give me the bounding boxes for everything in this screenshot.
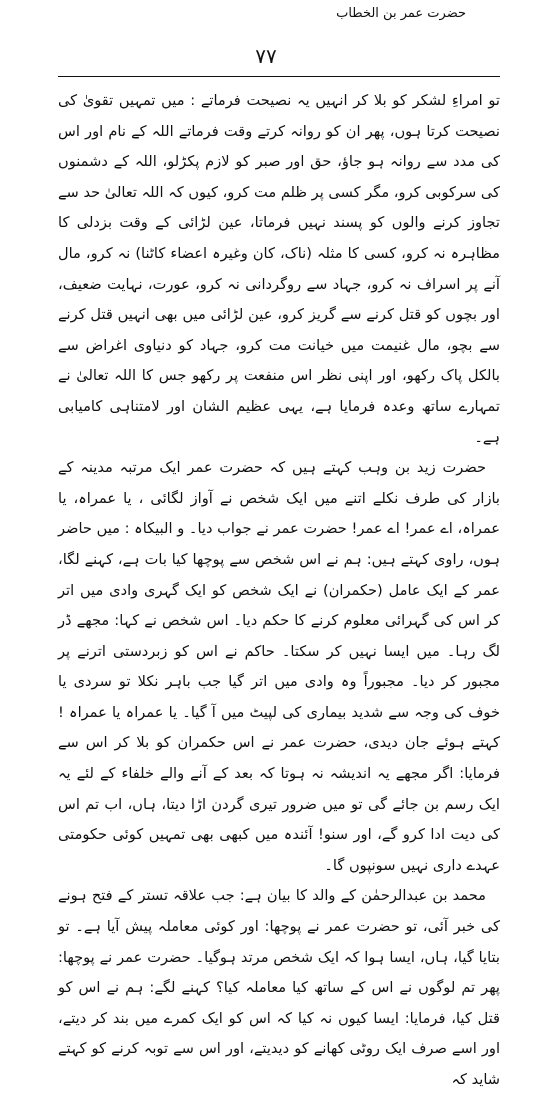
running-head-title: حضرت عمر بن الخطاب <box>336 6 466 21</box>
paragraph-counsel-to-commanders: تو امراءِ لشکر کو بلا کر انہیں یہ نصیحت فرماتے : میں تمہیں تقویٰ کی نصیحت کرتا ہوں، پھر ان کو روانہ کرتے وقت فرماتے اللہ کے نام اور اس کی مدد سے روانہ ہو جاؤ، حق اور صبر کو لازم پکڑلو، اللہ کے دشمنوں کی سرکوبی کرو، مگر کسی پر ظلم مت کرو، کیوں کہ اللہ تعالیٰ حد سے تجاوز کرنے والوں کو پسند نہیں فرماتا، عین لڑائی کے وقت بزدلی کا مظاہرہ نہ کرو، کسی کا مثلہ (ناک، کان وغیرہ اعضاء کاٹنا) نہ کرو، مال آنے پر اسراف نہ کرو، جہاد سے روگردانی نہ کرو، عورت، نہایت ضعیف، اور بچوں کو قتل کرنے سے گریز کرو، عین لڑائی میں بھی انہیں قتل کرنے سے بچو، مال غنیمت میں خیانت مت کرو، جہاد کو دنیاوی اغراض سے بالکل پاک رکھو، اور اپنی نظر اس منفعت پر رکھو جس کا اللہ تعالیٰ نے تمہارے ساتھ وعدہ فرمایا ہے، یہی عظیم الشان اور لامتناہی کامیابی ہے۔ <box>58 92 500 446</box>
body-text <box>58 86 500 1096</box>
paragraph-zaid-bin-wahb: حضرت زید بن وہب کہتے ہیں کہ حضرت عمر ایک مرتبہ مدینہ کے بازار کی طرف نکلے اتنے میں ایک شخص نے آواز لگائی ، یا عمراہ، یا عمراہ، اے عمر! اے عمر! حضرت عمر نے جواب دیا۔ و البیکاہ : میں حاضر ہوں، راوی کہتے ہیں: ہم نے اس شخص سے پوچھا کیا بات ہے، کہنے لگا، عمر کے ایک عامل (حکمران) نے ایک شخص کو ایک گہری وادی میں اتر کر اس کی گہرائی معلوم کرنے کا حکم دیا۔ اس شخص نے کہا: مجھے ڈر لگ رہا۔ میں ایسا نہیں کر سکتا۔ حاکم نے اس کو زبردستی اترنے پر مجبور کر دیا۔ مجبوراً وہ وادی میں اتر گیا جب باہر نکلا تو سردی یا خوف کی وجہ سے شدید بیماری کی لپیٹ میں آ گیا۔ یا عمراہ یا عمراہ ! کہتے ہوئے جان دیدی، حضرت عمر نے اس حکمران کو بلا کر اس سے فرمایا: اگر مجھے یہ اندیشہ نہ ہوتا کہ بعد کے آنے والے خلفاء کے لئے یہ ایک رسم بن جائے گی تو میں ضرور تیری گردن اڑا دیتا، ہاں، اب تم اس کی دیت ادا کرو گے، اور سنو! آئندہ میں کبھی بھی تمہیں کوئی حکومتی عہدے داری نہیں سونپوں گا۔ <box>58 459 500 874</box>
header-divider <box>58 76 500 77</box>
paragraph-muhammad-bin-abdurrahman: محمد بن عبدالرحمٰن کے والد کا بیان ہے: جب علاقہ تستر کے فتح ہونے کی خبر آئی، تو حضرت عمر نے پوچھا: اور کوئی معاملہ پیش آیا ہے۔ تو بتایا گیا، ہاں، ایسا ہوا کہ ایک شخص مرتد ہوگیا۔ حضرت عمر نے پوچھا: پھر تم لوگوں نے اس کے ساتھ کیا معاملہ کیا؟ کہنے لگے: ہم نے اس کو قتل کیا، فرمایا: ایسا کیوں نہ کیا کہ اس کو ایک کمرے میں بند کر دیتے، اور اسے صرف ایک روٹی کھانے کو دیدیتے، اور اس سے توبہ کرنے کو کہتے شاید کہ <box>58 887 500 1088</box>
page-number: ۷۷ <box>255 44 277 68</box>
